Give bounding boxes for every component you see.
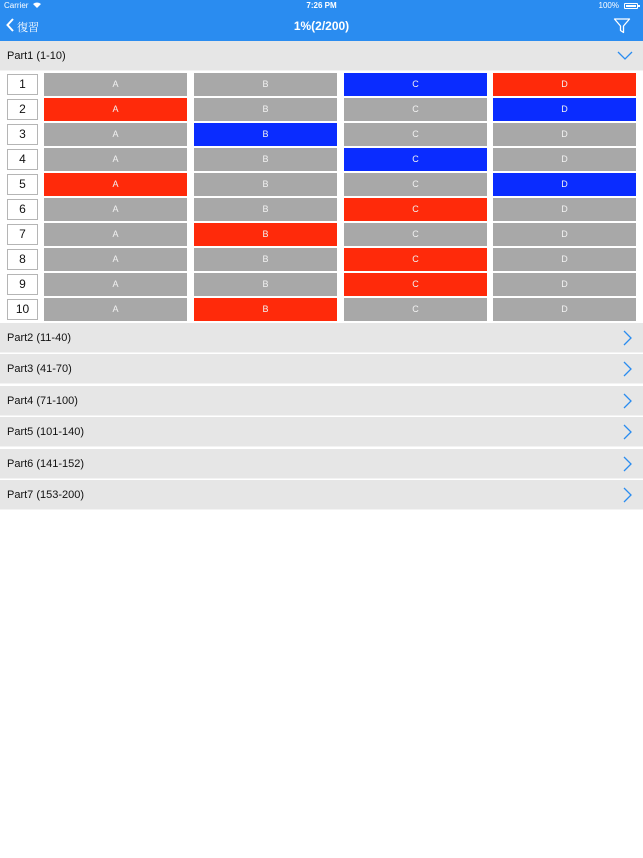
part-label: Part1 (1-10): [7, 50, 66, 62]
option-a-button[interactable]: A: [44, 298, 187, 321]
option-a-button[interactable]: A: [44, 73, 187, 96]
option-c-button[interactable]: C: [344, 298, 487, 321]
option-d-button[interactable]: D: [493, 73, 636, 96]
part-header-part1[interactable]: [0, 41, 643, 71]
option-b-button[interactable]: B: [194, 173, 337, 196]
option-a-button[interactable]: A: [44, 123, 187, 146]
option-a-button[interactable]: A: [44, 98, 187, 121]
option-d-button[interactable]: D: [493, 248, 636, 271]
option-c-button[interactable]: C: [344, 73, 487, 96]
part-header-part4[interactable]: [0, 386, 643, 416]
option-b-button[interactable]: B: [194, 73, 337, 96]
question-number: 10: [7, 299, 38, 320]
option-b-button[interactable]: B: [194, 248, 337, 271]
part-header-part2[interactable]: [0, 323, 643, 353]
option-c-button[interactable]: C: [344, 98, 487, 121]
chevron-down-icon: [617, 48, 633, 67]
option-b-button[interactable]: B: [194, 98, 337, 121]
option-c-button[interactable]: C: [344, 123, 487, 146]
filter-icon[interactable]: [613, 17, 631, 35]
part-label: Part7 (153-200): [7, 489, 85, 501]
part-header-part6[interactable]: [0, 449, 643, 479]
option-d-button[interactable]: D: [493, 198, 636, 221]
question-number: 9: [7, 274, 38, 295]
part-header-part5[interactable]: [0, 417, 643, 447]
option-b-button[interactable]: B: [194, 123, 337, 146]
option-a-button[interactable]: A: [44, 173, 187, 196]
battery-percent: 100%: [598, 1, 619, 10]
question-number: 5: [7, 174, 38, 195]
option-b-button[interactable]: B: [194, 273, 337, 296]
option-a-button[interactable]: A: [44, 248, 187, 271]
option-a-button[interactable]: A: [44, 198, 187, 221]
option-c-button[interactable]: C: [344, 148, 487, 171]
part-header-part7[interactable]: [0, 480, 643, 510]
option-c-button[interactable]: C: [344, 248, 487, 271]
chevron-right-icon: [621, 330, 633, 351]
option-d-button[interactable]: D: [493, 298, 636, 321]
status-bar: [0, 0, 643, 12]
question-number: 3: [7, 124, 38, 145]
question-number: 1: [7, 74, 38, 95]
clock-time: 7:26 PM: [306, 1, 337, 10]
option-d-button[interactable]: D: [493, 98, 636, 121]
chevron-right-icon: [621, 424, 633, 445]
option-b-button[interactable]: B: [194, 223, 337, 246]
option-c-button[interactable]: C: [344, 198, 487, 221]
part-label: Part4 (71-100): [7, 394, 78, 407]
option-d-button[interactable]: D: [493, 148, 636, 171]
option-a-button[interactable]: A: [44, 273, 187, 296]
question-number: 2: [7, 99, 38, 120]
question-number: 4: [7, 149, 38, 170]
chevron-right-icon: [621, 393, 633, 414]
chevron-right-icon: [621, 361, 633, 382]
page-title: 1%(2/200): [293, 19, 350, 33]
part-label: Part5 (101-140): [7, 426, 85, 439]
option-c-button[interactable]: C: [344, 173, 487, 196]
part-header-part3[interactable]: [0, 354, 643, 384]
chevron-right-icon: [621, 456, 633, 477]
question-number: 6: [7, 199, 38, 220]
option-a-button[interactable]: A: [44, 148, 187, 171]
option-a-button[interactable]: A: [44, 223, 187, 246]
option-d-button[interactable]: D: [493, 273, 636, 296]
carrier-label: Carrier: [4, 1, 29, 10]
chevron-right-icon: [621, 487, 633, 508]
option-b-button[interactable]: B: [194, 198, 337, 221]
part-label: Part6 (141-152): [7, 457, 85, 470]
option-b-button[interactable]: B: [194, 148, 337, 171]
navigation-bar: [0, 12, 643, 41]
option-c-button[interactable]: C: [344, 223, 487, 246]
part-label: Part3 (41-70): [7, 363, 72, 376]
option-d-button[interactable]: D: [493, 123, 636, 146]
question-number: 7: [7, 224, 38, 245]
option-d-button[interactable]: D: [493, 173, 636, 196]
back-button-label: 復習: [17, 22, 39, 34]
battery-icon: [624, 3, 638, 9]
part-label: Part2 (11-40): [7, 332, 71, 344]
option-c-button[interactable]: C: [344, 273, 487, 296]
option-b-button[interactable]: B: [194, 298, 337, 321]
option-d-button[interactable]: D: [493, 223, 636, 246]
question-number: 8: [7, 249, 38, 270]
